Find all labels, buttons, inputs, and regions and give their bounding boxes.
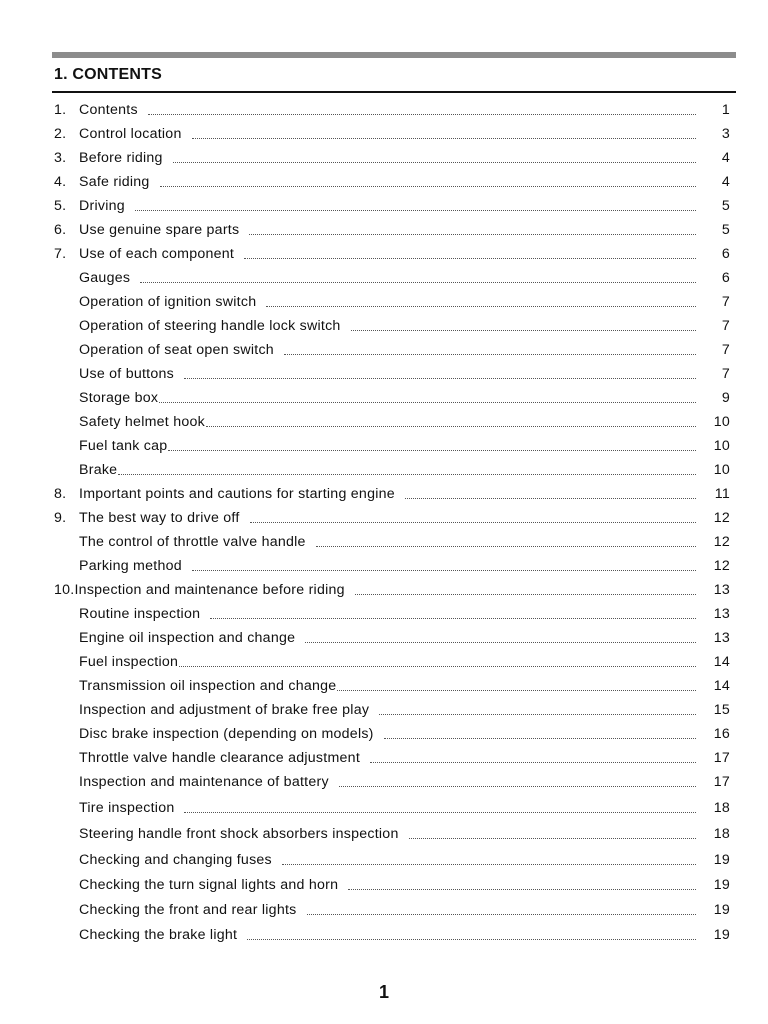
toc-entry-title: Use of buttons: [79, 366, 174, 382]
toc-entry: [54, 342, 730, 358]
toc-entry-page: 6: [721, 246, 730, 262]
toc-entry-title: The best way to drive off: [79, 510, 240, 526]
toc-entry-title: The control of throttle valve handle: [79, 534, 306, 550]
toc-entry-page: 4: [721, 174, 730, 190]
toc-entry-page: 16: [713, 726, 730, 742]
toc-entry-page: 4: [721, 150, 730, 166]
toc-entry-title: Safety helmet hook: [79, 414, 205, 430]
toc-entry-title: Throttle valve handle clearance adjustment: [79, 750, 361, 766]
toc-entry-title: Inspection and maintenance before riding: [74, 582, 345, 598]
toc-entry: [54, 222, 730, 238]
toc-entry: [54, 534, 730, 550]
toc-entry-page: 13: [713, 630, 730, 646]
dot-leader: [384, 728, 696, 739]
dot-leader: [379, 704, 696, 715]
toc-entry-title: Before riding: [79, 150, 163, 166]
toc-entry-number: 2.: [54, 126, 67, 142]
dot-leader: [160, 176, 696, 187]
dot-leader: [210, 608, 696, 619]
dot-leader: [339, 776, 696, 787]
toc-entry-title: Important points and cautions for starting engine: [79, 486, 395, 502]
dot-leader: [192, 560, 696, 571]
toc-entry-page: 18: [713, 826, 730, 842]
toc-entry: [54, 774, 730, 790]
dot-leader: [192, 128, 696, 139]
toc-entry-number: 8.: [54, 486, 67, 502]
toc-entry-page: 6: [721, 270, 730, 286]
toc-entry-page: 17: [713, 750, 730, 766]
toc-entry: [54, 558, 730, 574]
dot-leader: [405, 488, 696, 499]
toc-entry-title: Contents: [79, 102, 138, 118]
toc-entry-title: Operation of seat open switch: [79, 342, 274, 358]
toc-entry: [54, 630, 730, 646]
toc-entry-page: 5: [721, 222, 730, 238]
toc-entry-title: Fuel tank cap: [79, 438, 168, 454]
toc-entry-page: 15: [713, 702, 730, 718]
dot-leader: [250, 512, 696, 523]
dot-leader: [348, 879, 696, 890]
dot-leader: [206, 416, 696, 427]
toc-entry: [54, 800, 730, 816]
toc-entry: [54, 366, 730, 382]
toc-entry: [54, 294, 730, 310]
toc-entry-number: 4.: [54, 174, 67, 190]
top-rule: [52, 52, 736, 58]
toc-entry-page: 13: [713, 582, 730, 598]
toc-entry: [54, 852, 730, 868]
toc-entry: [54, 462, 730, 478]
page-number: 1: [378, 982, 389, 1002]
toc-entry-title: Use genuine spare parts: [79, 222, 240, 238]
dot-leader: [355, 584, 696, 595]
toc-entry: [54, 678, 730, 694]
toc-entry-page: 10: [713, 414, 730, 430]
toc-entry-page: 18: [713, 800, 730, 816]
toc-entry: [54, 318, 730, 334]
toc-entry-title: Gauges: [79, 270, 131, 286]
toc-entry-title: Control location: [79, 126, 182, 142]
toc-entry-page: 7: [721, 294, 730, 310]
toc-entry-title: Brake: [79, 462, 118, 478]
toc-entry-title: Checking the turn signal lights and horn: [79, 877, 339, 893]
toc-entry-page: 13: [713, 606, 730, 622]
toc-entry: [54, 606, 730, 622]
toc-entry: [54, 582, 730, 598]
dot-leader: [168, 440, 696, 451]
dot-leader: [247, 929, 696, 940]
page-title: 1. CONTENTS: [54, 66, 162, 83]
toc-entry-number: 10.: [54, 582, 75, 598]
toc-entry-page: 7: [721, 342, 730, 358]
toc-entry: [54, 654, 730, 670]
toc-entry-title: Transmission oil inspection and change: [79, 678, 337, 694]
toc-entry-page: 9: [721, 390, 730, 406]
toc-entry-page: 17: [713, 774, 730, 790]
toc-entry-title: Steering handle front shock absorbers inspection: [79, 826, 399, 842]
dot-leader: [148, 104, 696, 115]
toc-entry-title: Fuel inspection: [79, 654, 179, 670]
dot-leader: [266, 296, 696, 307]
heading-rule: [52, 91, 736, 93]
toc-entry-number: 7.: [54, 246, 67, 262]
toc-entry-page: 10: [713, 438, 730, 454]
toc-entry: [54, 174, 730, 190]
toc-entry-number: 1.: [54, 102, 67, 118]
toc-entry: [54, 438, 730, 454]
toc-entry-title: Disc brake inspection (depending on models): [79, 726, 374, 742]
dot-leader: [282, 854, 696, 865]
dot-leader: [118, 464, 696, 475]
toc-entry-page: 7: [721, 366, 730, 382]
dot-leader: [249, 224, 696, 235]
toc-entry: [54, 486, 730, 502]
dot-leader: [244, 248, 696, 259]
dot-leader: [135, 200, 696, 211]
toc-entry-page: 19: [713, 852, 730, 868]
toc-entry-page: 14: [713, 654, 730, 670]
dot-leader: [337, 680, 696, 691]
toc-entry-number: 5.: [54, 198, 67, 214]
dot-leader: [409, 828, 696, 839]
toc-entry-number: 3.: [54, 150, 67, 166]
toc-entry-page: 7: [721, 318, 730, 334]
toc-entry-title: Operation of steering handle lock switch: [79, 318, 341, 334]
toc-entry-page: 10: [713, 462, 730, 478]
toc-entry: [54, 102, 730, 118]
toc-entry-title: Checking and changing fuses: [79, 852, 272, 868]
dot-leader: [307, 904, 697, 915]
toc-entry: [54, 902, 730, 918]
dot-leader: [173, 152, 696, 163]
dot-leader: [351, 320, 696, 331]
toc-entry-title: Use of each component: [79, 246, 235, 262]
toc-entry: [54, 126, 730, 142]
dot-leader: [284, 344, 696, 355]
toc-entry-page: 12: [713, 558, 730, 574]
toc-entry-page: 12: [713, 534, 730, 550]
toc-entry: [54, 510, 730, 526]
toc-entry: [54, 726, 730, 742]
toc-entry-title: Engine oil inspection and change: [79, 630, 296, 646]
toc-entry-title: Parking method: [79, 558, 182, 574]
toc-entry-title: Storage box: [79, 390, 159, 406]
toc-entry-page: 11: [714, 486, 730, 502]
toc-entry-page: 19: [713, 927, 730, 943]
toc-entry-page: 14: [713, 678, 730, 694]
toc-entry-title: Tire inspection: [79, 800, 175, 816]
toc-entry: [54, 877, 730, 893]
toc-entry-title: Safe riding: [79, 174, 150, 190]
toc-entry: [54, 750, 730, 766]
dot-leader: [316, 536, 696, 547]
dot-leader: [179, 656, 696, 667]
toc-entry-page: 19: [713, 877, 730, 893]
toc-entry-title: Operation of ignition switch: [79, 294, 257, 310]
toc-entry: [54, 702, 730, 718]
toc-entry-title: Routine inspection: [79, 606, 201, 622]
dot-leader: [370, 752, 696, 763]
toc-entry-page: 1: [721, 102, 730, 118]
toc-entry: [54, 270, 730, 286]
toc-entry-title: Inspection and adjustment of brake free play: [79, 702, 370, 718]
toc-entry-page: 12: [713, 510, 730, 526]
dot-leader: [184, 802, 696, 813]
dot-leader: [159, 392, 696, 403]
dot-leader: [184, 368, 696, 379]
toc-entry: [54, 390, 730, 406]
toc-entry: [54, 246, 730, 262]
toc-entry-title: Checking the front and rear lights: [79, 902, 297, 918]
toc-entry-title: Checking the brake light: [79, 927, 238, 943]
toc-entry: [54, 826, 730, 842]
toc-entry-page: 3: [721, 126, 730, 142]
toc-entry-page: 5: [721, 198, 730, 214]
toc-entry-title: Inspection and maintenance of battery: [79, 774, 329, 790]
dot-leader: [140, 272, 696, 283]
toc-entry-page: 19: [713, 902, 730, 918]
dot-leader: [305, 632, 696, 643]
toc-entry-number: 6.: [54, 222, 67, 238]
toc-entry: [54, 927, 730, 943]
toc-entry: [54, 198, 730, 214]
toc-entry: [54, 414, 730, 430]
toc-entry-number: 9.: [54, 510, 67, 526]
toc-entry: [54, 150, 730, 166]
toc-entry-title: Driving: [79, 198, 125, 214]
